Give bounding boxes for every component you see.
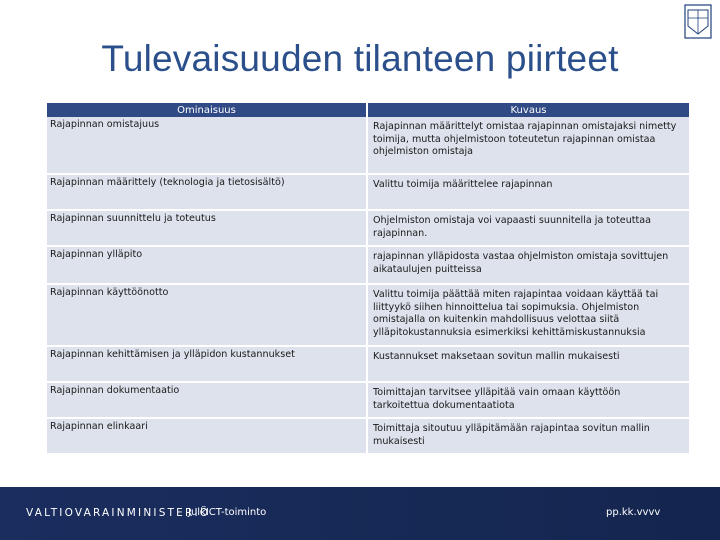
table-row [47,383,689,419]
property-cell: Rajapinnan määrittely (teknologia ja tietosisältö) [47,175,368,211]
table-row [47,117,689,175]
table-row [47,285,689,347]
ministry-name: VALTIOVARAINMINISTERIÖ [26,507,211,519]
property-cell: Rajapinnan dokumentaatio [47,383,368,419]
description-cell: Valittu toimija päättää miten rajapintaa voidaan käyttää tai liittyykö siihen hinnoittelua tai sopimuksia. Ohjelmiston omistajalla on kuitenkin mahdollisuus velottaa siitä ylläpitokustannuksia esimerkiksi kehittämiskustannuksia [368,285,689,347]
footer-section-label: JulkICT-toiminto [188,507,267,518]
table-row [47,347,689,383]
property-cell: Rajapinnan kehittämisen ja ylläpidon kustannukset [47,347,368,383]
flag-logo-icon [684,4,714,42]
description-cell: rajapinnan ylläpidosta vastaa ohjelmiston omistaja sovittujen aikataulujen puitteissa [368,247,689,285]
property-cell: Rajapinnan suunnittelu ja toteutus [47,211,368,247]
table-row [47,419,689,455]
table-row [47,247,689,285]
description-cell: Rajapinnan määrittelyt omistaa rajapinnan omistajaksi nimetty toimija, mutta ohjelmistoon toteutetun rajapinnan omistaa ohjelmiston omistaja [368,117,689,175]
footer-bar [0,487,720,540]
column-header-description: Kuvaus [368,103,689,117]
description-cell: Ohjelmiston omistaja voi vapaasti suunnitella ja toteuttaa rajapinnan. [368,211,689,247]
column-header-property: Ominaisuus [47,103,368,117]
description-cell: Toimittaja sitoutuu ylläpitämään rajapintaa sovitun mallin mukaisesti [368,419,689,455]
property-cell: Rajapinnan ylläpito [47,247,368,285]
table-header-row [47,103,689,117]
table-row [47,211,689,247]
description-cell: Kustannukset maksetaan sovitun mallin mukaisesti [368,347,689,383]
description-cell: Toimittajan tarvitsee ylläpitää vain omaan käyttöön tarkoitettua dokumentaatiota [368,383,689,419]
property-cell: Rajapinnan elinkaari [47,419,368,455]
table-row [47,175,689,211]
description-cell: Valittu toimija määrittelee rajapinnan [368,175,689,211]
property-cell: Rajapinnan omistajuus [47,117,368,175]
slide-title: Tulevaisuuden tilanteen piirteet [101,38,619,79]
property-cell: Rajapinnan käyttöönotto [47,285,368,347]
footer-date: pp.kk.vvvv [606,507,661,518]
properties-table [47,103,689,455]
